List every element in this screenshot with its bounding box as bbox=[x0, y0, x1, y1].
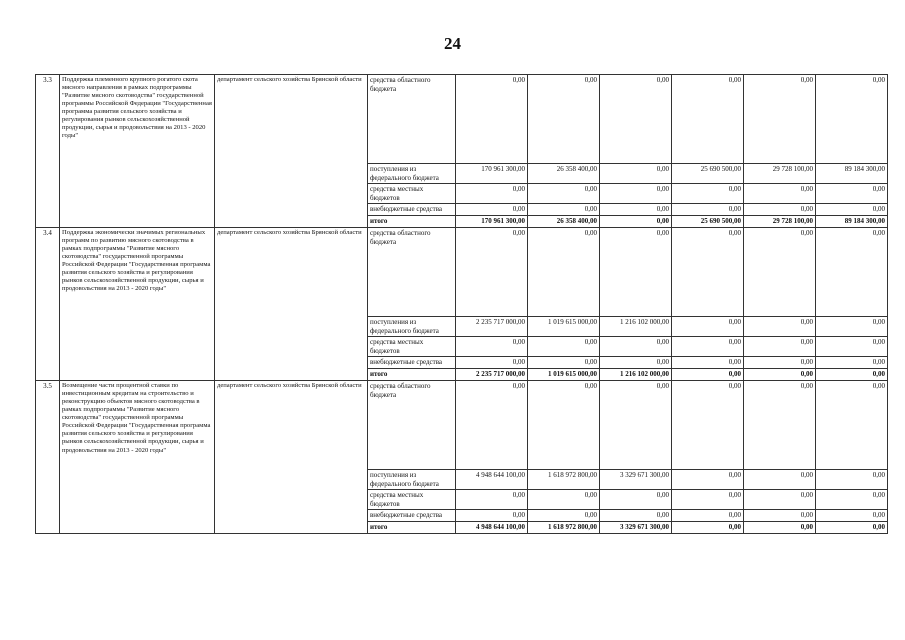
funding-source-label: средства областного бюджета bbox=[368, 75, 456, 164]
amount-cell: 0,00 bbox=[744, 381, 816, 470]
section-description: Поддержка племенного крупного рогатого скота мясного направления в рамках подпрограммы "Развитие мясного скотоводства" государственной программы Российской Федерации "Государственная программа развития сельского хозяйства и регулирования рынков сельскохозяйственной продукции, сырья и продовольствия на 2013 - 2020 годы" bbox=[60, 75, 215, 228]
table-row bbox=[36, 228, 888, 317]
amount-cell: 3 329 671 300,00 bbox=[600, 470, 672, 490]
amount-cell: 1 216 102 000,00 bbox=[600, 317, 672, 337]
amount-cell: 0,00 bbox=[600, 337, 672, 357]
amount-cell: 0,00 bbox=[528, 184, 600, 204]
amount-cell: 0,00 bbox=[456, 184, 528, 204]
amount-cell: 2 235 717 000,00 bbox=[456, 369, 528, 381]
amount-cell: 0,00 bbox=[672, 470, 744, 490]
amount-cell: 1 618 972 800,00 bbox=[528, 522, 600, 534]
amount-cell: 0,00 bbox=[672, 204, 744, 216]
funding-source-label: средства областного бюджета bbox=[368, 228, 456, 317]
amount-cell: 0,00 bbox=[456, 357, 528, 369]
amount-cell: 0,00 bbox=[744, 204, 816, 216]
amount-cell: 0,00 bbox=[456, 228, 528, 317]
amount-cell: 26 358 400,00 bbox=[528, 164, 600, 184]
funding-source-label: средства областного бюджета bbox=[368, 381, 456, 470]
amount-cell: 25 690 500,00 bbox=[672, 164, 744, 184]
amount-cell: 0,00 bbox=[744, 228, 816, 317]
section-number: 3.4 bbox=[36, 228, 60, 381]
section-description: Возмещение части процентной ставки по инвестиционным кредитам на строительство и реконструкцию объектов мясного скотоводства в рамках подпрограммы "Развитие мясного скотоводства" государственной программы Российской Федерации "Государственная программа развития сельского хозяйства и регулирования рынков сельскохозяйственной продукции, сырья и продовольствия на 2013 - 2020 годы" bbox=[60, 381, 215, 534]
amount-cell: 0,00 bbox=[816, 470, 888, 490]
amount-cell: 0,00 bbox=[672, 522, 744, 534]
amount-cell: 0,00 bbox=[816, 204, 888, 216]
amount-cell: 0,00 bbox=[600, 204, 672, 216]
amount-cell: 1 019 615 000,00 bbox=[528, 369, 600, 381]
amount-cell: 0,00 bbox=[744, 357, 816, 369]
table-body bbox=[36, 75, 888, 534]
amount-cell: 0,00 bbox=[600, 216, 672, 228]
funding-source-label: итого bbox=[368, 216, 456, 228]
amount-cell: 0,00 bbox=[744, 369, 816, 381]
amount-cell: 0,00 bbox=[456, 510, 528, 522]
amount-cell: 1 019 615 000,00 bbox=[528, 317, 600, 337]
funding-source-label: внебюджетные средства bbox=[368, 357, 456, 369]
funding-source-label: итого bbox=[368, 369, 456, 381]
amount-cell: 0,00 bbox=[456, 337, 528, 357]
funding-source-label: внебюджетные средства bbox=[368, 510, 456, 522]
amount-cell: 0,00 bbox=[816, 490, 888, 510]
amount-cell: 0,00 bbox=[528, 510, 600, 522]
section-executor: департамент сельского хозяйства Брянской области bbox=[215, 228, 368, 381]
section-description: Поддержка экономически значимых региональных программ по развитию мясного скотоводства в рамках подпрограммы "Развитие мясного скотоводства" государственной программы Российской Федерации "Государственная программа развития сельского хозяйства и регулирования рынков сельскохозяйственной продукции, сырья и продовольствия на 2013 - 2020 годы" bbox=[60, 228, 215, 381]
amount-cell: 0,00 bbox=[600, 164, 672, 184]
amount-cell: 0,00 bbox=[816, 228, 888, 317]
amount-cell: 0,00 bbox=[600, 381, 672, 470]
amount-cell: 4 948 644 100,00 bbox=[456, 522, 528, 534]
amount-cell: 29 728 100,00 bbox=[744, 216, 816, 228]
amount-cell: 0,00 bbox=[600, 490, 672, 510]
funding-source-label: средства местных бюджетов bbox=[368, 337, 456, 357]
section-executor: департамент сельского хозяйства Брянской области bbox=[215, 381, 368, 534]
amount-cell: 0,00 bbox=[816, 357, 888, 369]
funding-source-label: итого bbox=[368, 522, 456, 534]
section-number: 3.5 bbox=[36, 381, 60, 534]
amount-cell: 0,00 bbox=[672, 490, 744, 510]
table-row bbox=[36, 381, 888, 470]
amount-cell: 89 184 300,00 bbox=[816, 164, 888, 184]
amount-cell: 0,00 bbox=[528, 75, 600, 164]
page-number: 24 bbox=[444, 34, 461, 53]
amount-cell: 170 961 300,00 bbox=[456, 216, 528, 228]
amount-cell: 0,00 bbox=[816, 381, 888, 470]
table-row bbox=[36, 75, 888, 164]
amount-cell: 0,00 bbox=[528, 204, 600, 216]
amount-cell: 0,00 bbox=[456, 381, 528, 470]
amount-cell: 0,00 bbox=[816, 184, 888, 204]
funding-source-label: поступления из федерального бюджета bbox=[368, 164, 456, 184]
amount-cell: 0,00 bbox=[744, 337, 816, 357]
amount-cell: 0,00 bbox=[672, 510, 744, 522]
amount-cell: 0,00 bbox=[744, 317, 816, 337]
amount-cell: 0,00 bbox=[816, 369, 888, 381]
amount-cell: 0,00 bbox=[672, 228, 744, 317]
amount-cell: 89 184 300,00 bbox=[816, 216, 888, 228]
amount-cell: 0,00 bbox=[600, 75, 672, 164]
amount-cell: 0,00 bbox=[528, 228, 600, 317]
amount-cell: 0,00 bbox=[528, 381, 600, 470]
amount-cell: 29 728 100,00 bbox=[744, 164, 816, 184]
amount-cell: 0,00 bbox=[600, 184, 672, 204]
amount-cell: 25 690 500,00 bbox=[672, 216, 744, 228]
amount-cell: 4 948 644 100,00 bbox=[456, 470, 528, 490]
funding-source-label: средства местных бюджетов bbox=[368, 184, 456, 204]
amount-cell: 0,00 bbox=[600, 510, 672, 522]
amount-cell: 170 961 300,00 bbox=[456, 164, 528, 184]
amount-cell: 0,00 bbox=[600, 228, 672, 317]
amount-cell: 0,00 bbox=[456, 204, 528, 216]
amount-cell: 0,00 bbox=[672, 317, 744, 337]
amount-cell: 0,00 bbox=[672, 337, 744, 357]
amount-cell: 3 329 671 300,00 bbox=[600, 522, 672, 534]
amount-cell: 2 235 717 000,00 bbox=[456, 317, 528, 337]
amount-cell: 0,00 bbox=[744, 470, 816, 490]
funding-source-label: поступления из федерального бюджета bbox=[368, 470, 456, 490]
amount-cell: 0,00 bbox=[600, 357, 672, 369]
amount-cell: 1 618 972 800,00 bbox=[528, 470, 600, 490]
amount-cell: 0,00 bbox=[672, 381, 744, 470]
amount-cell: 0,00 bbox=[528, 490, 600, 510]
section-executor: департамент сельского хозяйства Брянской области bbox=[215, 75, 368, 228]
amount-cell: 0,00 bbox=[744, 490, 816, 510]
amount-cell: 0,00 bbox=[528, 357, 600, 369]
funding-source-label: поступления из федерального бюджета bbox=[368, 317, 456, 337]
amount-cell: 0,00 bbox=[816, 510, 888, 522]
funding-source-label: внебюджетные средства bbox=[368, 204, 456, 216]
amount-cell: 0,00 bbox=[672, 357, 744, 369]
budget-table bbox=[35, 74, 888, 534]
amount-cell: 0,00 bbox=[528, 337, 600, 357]
amount-cell: 0,00 bbox=[816, 337, 888, 357]
section-number: 3.3 bbox=[36, 75, 60, 228]
amount-cell: 0,00 bbox=[672, 369, 744, 381]
amount-cell: 0,00 bbox=[744, 522, 816, 534]
amount-cell: 0,00 bbox=[744, 184, 816, 204]
amount-cell: 0,00 bbox=[744, 510, 816, 522]
amount-cell: 0,00 bbox=[456, 490, 528, 510]
amount-cell: 0,00 bbox=[672, 184, 744, 204]
amount-cell: 0,00 bbox=[816, 75, 888, 164]
amount-cell: 26 358 400,00 bbox=[528, 216, 600, 228]
amount-cell: 0,00 bbox=[744, 75, 816, 164]
funding-source-label: средства местных бюджетов bbox=[368, 490, 456, 510]
amount-cell: 0,00 bbox=[816, 522, 888, 534]
amount-cell: 1 216 102 000,00 bbox=[600, 369, 672, 381]
amount-cell: 0,00 bbox=[456, 75, 528, 164]
amount-cell: 0,00 bbox=[672, 75, 744, 164]
amount-cell: 0,00 bbox=[816, 317, 888, 337]
